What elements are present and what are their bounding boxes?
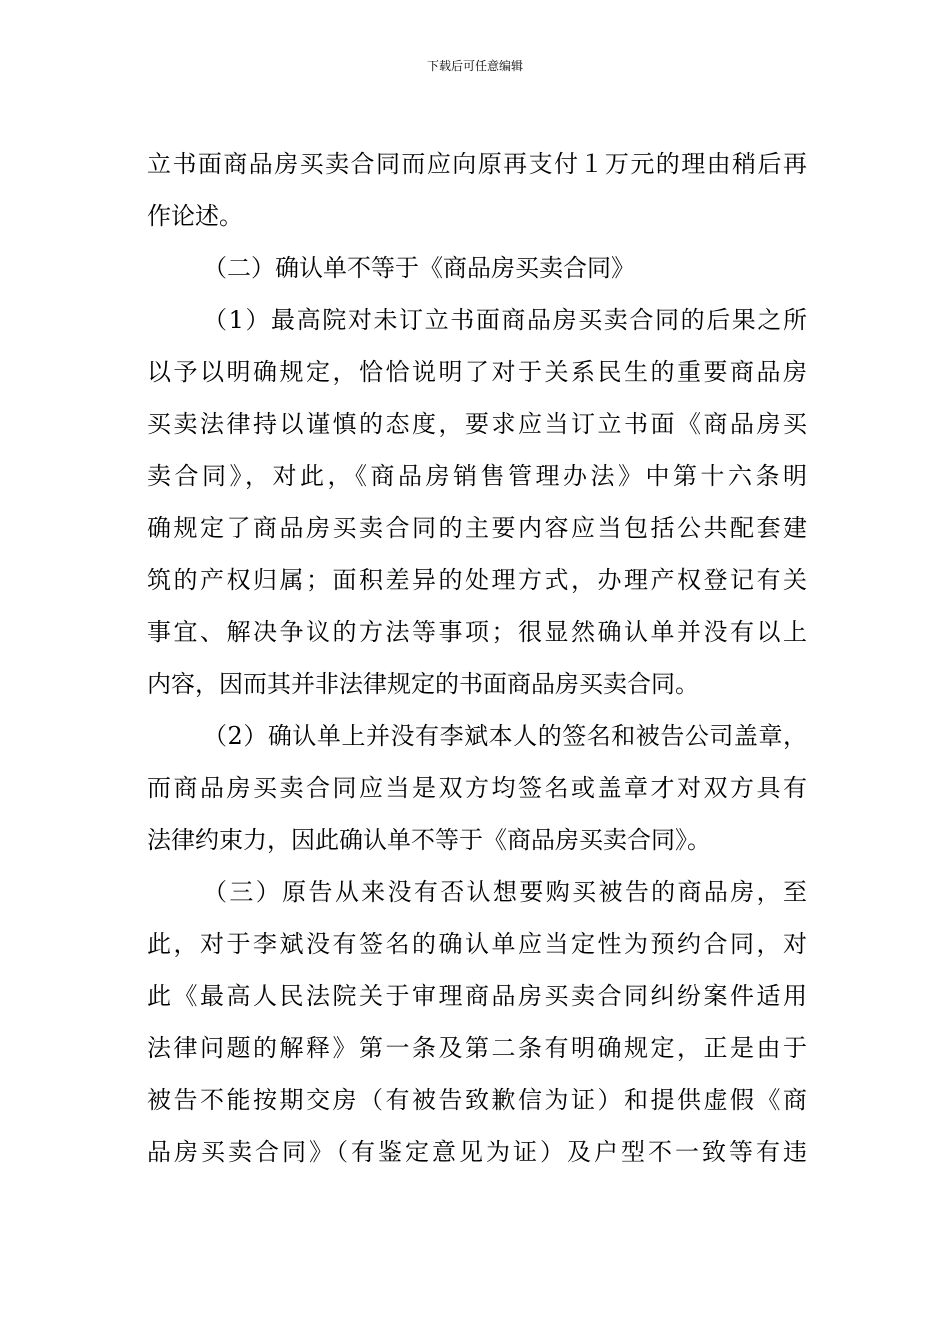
body-line: （三）原告从来没有否认想要购买被告的商品房，至 <box>203 878 807 906</box>
body-line: 而商品房买卖合同应当是双方均签名或盖章才对双方具有 <box>147 774 807 802</box>
body-line: 作论述。 <box>147 202 243 230</box>
body-line: 被告不能按期交房（有被告致歉信为证）和提供虚假《商 <box>147 1086 807 1114</box>
body-line: 立书面商品房买卖合同而应向原再支付１万元的理由稍后再 <box>147 150 807 178</box>
document-body <box>147 138 807 1178</box>
body-line: 法律约束力，因此确认单不等于《商品房买卖合同》。 <box>147 826 711 854</box>
body-line: 品房买卖合同》（有鉴定意见为证）及户型不一致等有违 <box>147 1138 807 1166</box>
body-line: （1）最高院对未订立书面商品房买卖合同的后果之所 <box>203 306 807 334</box>
body-line: 确规定了商品房买卖合同的主要内容应当包括公共配套建 <box>147 514 807 542</box>
body-line: 内容，因而其并非法律规定的书面商品房买卖合同。 <box>147 670 699 698</box>
body-line: 此《最高人民法院关于审理商品房买卖合同纠纷案件适用 <box>147 982 807 1010</box>
body-line: 卖合同》，对此，《商品房销售管理办法》中第十六条明 <box>147 462 807 490</box>
body-line: 买卖法律持以谨慎的态度，要求应当订立书面《商品房买 <box>147 410 807 438</box>
body-line: 事宜、解决争议的方法等事项；很显然确认单并没有以上 <box>147 618 807 646</box>
section-heading: （二）确认单不等于《商品房买卖合同》 <box>203 254 635 282</box>
page-header: 下载后可任意编辑 <box>426 59 523 73</box>
body-line: 以予以明确规定，恰恰说明了对于关系民生的重要商品房 <box>147 358 807 386</box>
body-line: 此，对于李斌没有签名的确认单应当定性为预约合同，对 <box>147 930 807 958</box>
body-line: （2）确认单上并没有李斌本人的签名和被告公司盖章， <box>203 722 807 750</box>
body-line: 法律问题的解释》第一条及第二条有明确规定，正是由于 <box>147 1034 807 1062</box>
body-line: 筑的产权归属；面积差异的处理方式，办理产权登记有关 <box>147 566 807 594</box>
